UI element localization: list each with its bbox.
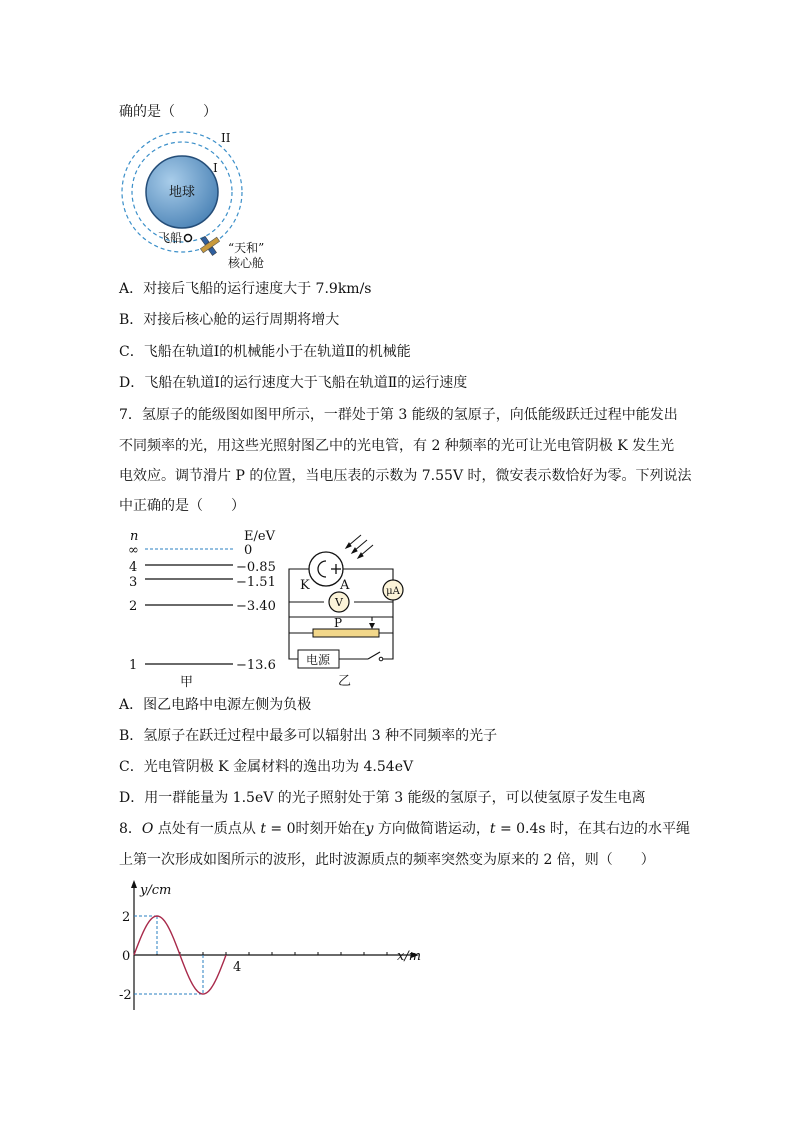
q7-option-d: D．用一群能量为 1.5eV 的光子照射处于第 3 能级的氢原子，可以使氢原子发生电离 <box>119 790 646 806</box>
wave-graph <box>110 878 430 1018</box>
q8-num: 8． <box>119 821 142 837</box>
power-source-label: 电源 <box>305 653 331 667</box>
y-axis-arrow-icon <box>131 880 137 888</box>
microammeter-label: μA <box>386 586 400 597</box>
level-e-3: −1.51 <box>236 575 276 590</box>
q7-option-b: B．氢原子在跃迁过程中最多可以辐射出 3 种不同频率的光子 <box>119 728 498 744</box>
figure-yi-caption: 乙 <box>338 674 352 689</box>
q8-y: y <box>365 821 374 837</box>
light-arrows-icon <box>346 535 373 558</box>
q7-stem-1: 7．氢原子的能级图如图甲所示，一群处于第 3 能级的氢原子，向低能级跃迁过程中能发出 <box>119 407 678 423</box>
space-station-icon <box>196 231 224 259</box>
q8-t1: t <box>489 821 496 837</box>
q6-stem-tail: 确的是（ ） <box>119 104 217 120</box>
level-n-1: 1 <box>129 658 138 673</box>
level-e-2: −3.40 <box>236 599 276 614</box>
figure-jia-caption: 甲 <box>180 675 194 690</box>
level-n-2: 2 <box>129 599 138 614</box>
level-n-4: 4 <box>129 560 138 575</box>
q6-option-a: A．对接后飞船的运行速度大于 7.9km/s <box>119 281 372 297</box>
orbit-outer-label: II <box>221 131 231 145</box>
orbit-inner-label: I <box>213 161 218 175</box>
q7-stem-3: 电效应。调节滑片 P 的位置，当电压表的示数为 7.55V 时，微安表示数恰好为零。下列说法 <box>119 468 692 484</box>
q7-option-c: C．光电管阴极 K 金属材料的逸出功为 4.54eV <box>119 759 414 775</box>
level-n-3: 3 <box>129 575 138 590</box>
q7-stem-2: 不同频率的光，用这些光照射图乙中的光电管，有 2 种频率的光可让光电管阴极 K 发生光 <box>119 438 675 454</box>
q8-stem-a: 点处有一质点从 <box>153 821 261 837</box>
x-axis-label: x/m <box>397 949 422 964</box>
anode-label: A <box>340 578 350 593</box>
q8-t0: t <box>260 821 266 837</box>
n-header: n <box>130 529 139 544</box>
voltmeter-label: V <box>335 596 343 609</box>
tick-label-y-neg: -2 <box>119 988 132 1003</box>
q7-stem-4: 中正确的是（ ） <box>119 498 245 514</box>
level-e-1: −13.6 <box>236 658 276 673</box>
switch-icon <box>379 657 383 661</box>
level-e-4: −0.85 <box>236 560 276 575</box>
rheostat-icon <box>313 629 379 637</box>
level-n-inf: ∞ <box>128 543 139 558</box>
earth-label: 地球 <box>168 185 196 200</box>
q7-option-a: A．图乙电路中电源左侧为负极 <box>119 697 312 713</box>
slider-label: P <box>334 616 343 630</box>
q6-option-d: D．飞船在轨道Ⅰ的运行速度大于飞船在轨道Ⅱ的运行速度 <box>119 375 468 391</box>
ship-label: 飞船 <box>158 231 183 245</box>
e-header: E/eV <box>244 529 275 544</box>
orbit-figure <box>118 128 288 278</box>
q8-stem-d: = 0.4s 时，在其右边的水平绳 <box>495 821 691 837</box>
tick-label-y-pos: 2 <box>122 910 131 925</box>
slider-arrow-icon <box>369 623 375 629</box>
q8-stem-c: 方向做简谐运动， <box>373 821 490 837</box>
q6-option-b: B．对接后核心舱的运行周期将增大 <box>119 312 340 328</box>
q8-stem-b: = 0时刻开始在 <box>265 821 366 837</box>
q6-option-c: C．飞船在轨道Ⅰ的机械能小于在轨道Ⅱ的机械能 <box>119 344 411 360</box>
station-label-1: “天和” <box>228 241 265 255</box>
tick-label-origin: 0 <box>122 949 131 964</box>
q8-stem-2: 上第一次形成如图所示的波形，此时波源质点的频率突然变为原来的 2 倍，则（ ） <box>119 852 655 868</box>
energy-level-diagram <box>120 526 285 691</box>
level-e-inf: 0 <box>244 543 253 558</box>
y-axis-label: y/cm <box>140 883 172 898</box>
ship-icon <box>185 235 192 242</box>
photoelectric-circuit <box>283 533 415 691</box>
cathode-label: K <box>300 578 310 593</box>
q8-o: O <box>141 821 154 837</box>
tick-label-x: 4 <box>233 960 242 975</box>
station-label-2: 核心舱 <box>228 256 265 270</box>
q8-stem-1 <box>119 819 690 839</box>
